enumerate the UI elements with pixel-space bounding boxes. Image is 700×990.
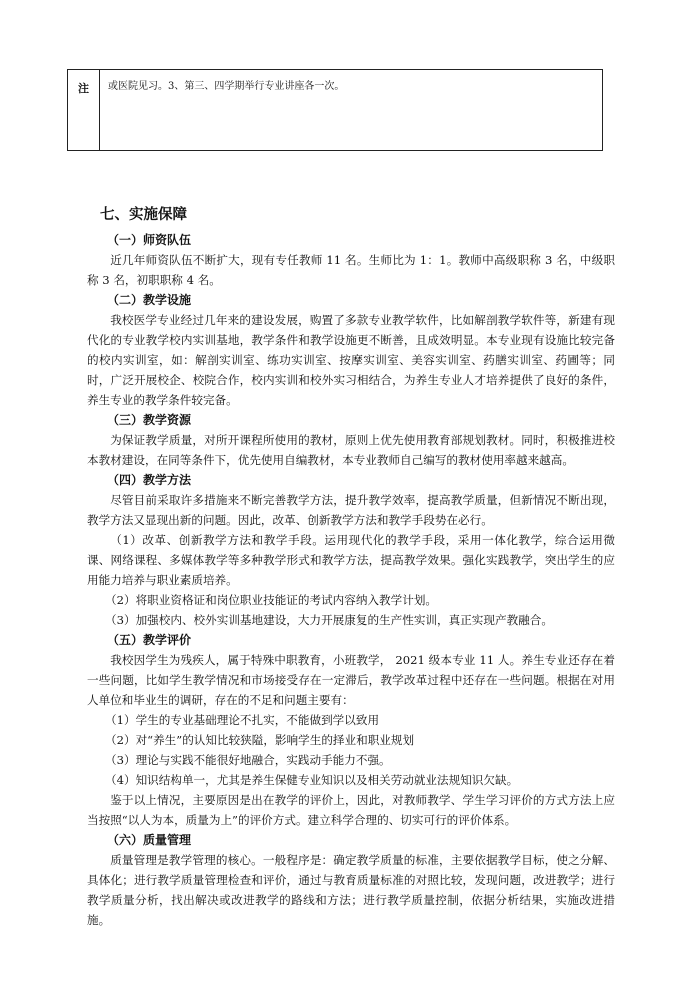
- evaluation-paragraph: 我校因学生为残疾人，属于特殊中职教育，小班教学， 2021 级本专业 11 人。养生专业还存在着一些问题，比如学生教学情况和市场接受存在一定滞后，教学改革过程中还存在一些问题。根据在对用人单位和毕业生的调研，存在的不足和问题主要有：: [87, 653, 615, 707]
- subsection-title-faculty: （一）师资队伍: [107, 233, 192, 247]
- evaluation-conclusion: 鉴于以上情况，主要原因是出在教学的评价上，因此，对教师教学、学生学习评价的方式方法上应当按照“以人为本，质量为上”的评价方式。建立科学合理的、切实可行的评价体系。: [87, 793, 615, 827]
- implementation-section: [87, 200, 615, 930]
- facilities-paragraph: 我校医学专业经过几年来的建设发展，购置了多款专业教学软件，比如解剖教学软件等，新建有现代化的专业教学校内实训基地，教学条件和教学设施更不断善，且成效明显。本专业现有设施比较完备的校内实训室，如：解剖实训室、练功实训室、按摩实训室、美容实训室、药膳实训室、药圃等；同时，广泛开展校企、校院合作，校内实训和校外实习相结合，为养生专业人才培养提供了良好的条件，养生专业的教学条件较完备。: [87, 313, 615, 407]
- methods-item-3: （3）加强校内、校外实训基地建设，大力开展康复的生产性实训，真正实现产教融合。: [105, 613, 553, 627]
- evaluation-item-4: （4）知识结构单一，尤其是养生保健专业知识以及相关劳动就业法规知识欠缺。: [105, 773, 519, 787]
- methods-item-1: （1）改革、创新教学方法和教学手段。运用现代化的教学手段，采用一体化教学，综合运用微课、网络课程、多媒体教学等多种教学形式和教学方法，提高教学效果。强化实践教学，突出学生的应用能力培养与职业素质培养。: [87, 533, 615, 587]
- evaluation-item-2: （2）对“养生”的认知比较狭隘，影响学生的择业和职业规划: [105, 733, 415, 747]
- note-table: [67, 69, 603, 151]
- note-text: 或医院见习。3、第三、四学期举行专业讲座各一次。: [108, 81, 345, 92]
- subsection-title-evaluation: （五）教学评价: [107, 633, 192, 647]
- section-title: 七、实施保障: [100, 207, 187, 223]
- subsection-title-facilities: （二）教学设施: [107, 293, 192, 307]
- subsection-title-methods: （四）教学方法: [107, 473, 192, 487]
- evaluation-item-3: （3）理论与实践不能很好地融合，实践动手能力不强。: [105, 753, 391, 767]
- faculty-paragraph: 近几年师资队伍不断扩大，现有专任教师 11 名。生师比为 1：1。教师中高级职称 3 名，中级职称 3 名，初职职称 4 名。: [87, 253, 615, 287]
- methods-item-2: （2）将职业资格证和岗位职业技能证的考试内容纳入教学计划。: [105, 593, 438, 607]
- subsection-title-resources: （三）教学资源: [107, 413, 192, 427]
- evaluation-item-1: （1）学生的专业基础理论不扎实，不能做到学以致用: [105, 713, 380, 727]
- subsection-title-quality: （六）质量管理: [107, 833, 192, 847]
- quality-paragraph: 质量管理是教学管理的核心。一般程序是：确定教学质量的标准，主要依据教学目标，使之分解、具体化；进行教学质量管理检查和评价，通过与教育质量标准的对照比较，发现问题，改进教学；进行教学质量分析，找出解决或改进教学的路线和方法；进行教学质量控制，依据分析结果，实施改进措施。: [87, 853, 615, 927]
- note-label: 注: [68, 70, 100, 150]
- resources-paragraph: 为保证教学质量，对所开课程所使用的教材，原则上优先使用教育部规划教材。同时，积极推进校本教材建设，在同等条件下，优先使用自编教材，本专业教师自己编写的教材使用率越来越高。: [87, 433, 615, 467]
- methods-paragraph: 尽管目前采取许多措施来不断完善教学方法，提升教学效率，提高教学质量，但新情况不断出现，教学方法又显现出新的问题。因此，改革、创新教学方法和教学手段势在必行。: [87, 493, 615, 527]
